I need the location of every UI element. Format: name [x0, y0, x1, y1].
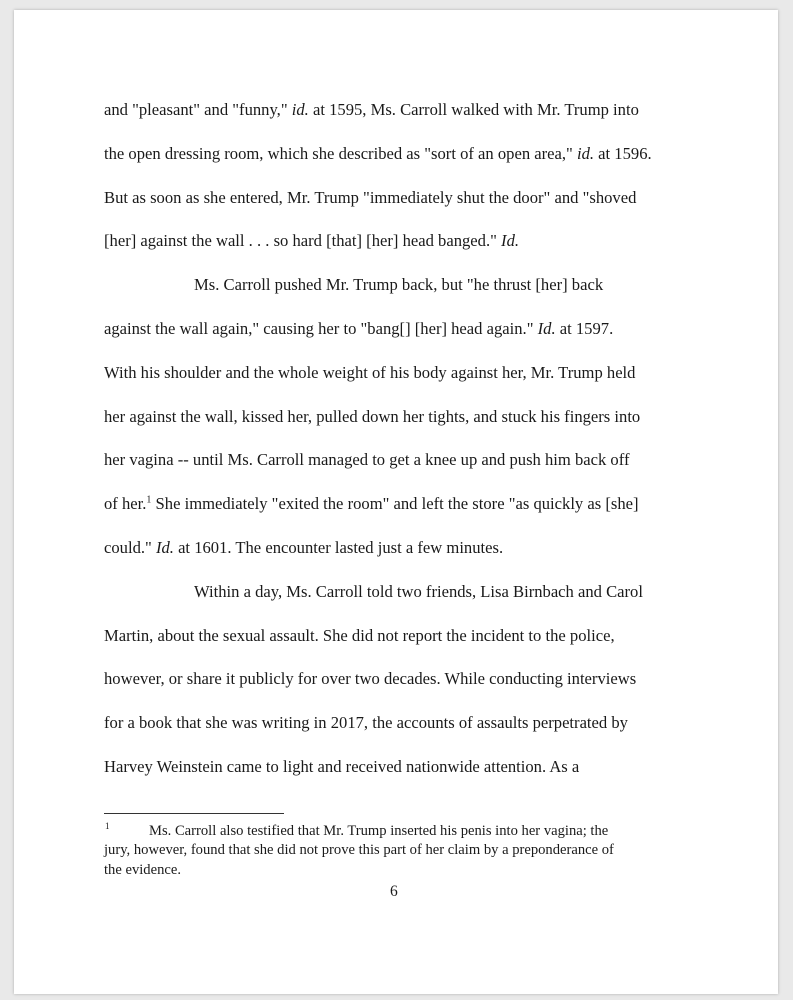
citation-text: Id.: [501, 231, 520, 251]
body-line: [104, 538, 503, 558]
body-line: [104, 319, 613, 339]
text-run: her vagina -- until Ms. Carroll managed to get a knee up and push him back off: [104, 450, 630, 470]
text-run: could.": [104, 538, 156, 557]
text-run: She immediately "exited the room" and left the store "as quickly as [she]: [151, 494, 639, 514]
body-line: [104, 494, 639, 514]
footnote-divider: [104, 813, 284, 814]
text-run: With his shoulder and the whole weight of his body against her, Mr. Trump held: [104, 362, 636, 382]
page-number: 6: [390, 883, 398, 900]
citation-text: id.: [576, 143, 595, 163]
body-line: [104, 100, 639, 120]
paragraph-start-line: [194, 275, 603, 295]
text-run: Harvey Weinstein came to light and received nationwide attention. As a: [104, 757, 580, 776]
footnote-line: Ms. Carroll also testified that Mr. Trump inserted his penis into her vagina; the: [149, 823, 609, 839]
footnote-reference: 1: [146, 494, 152, 506]
body-line: [104, 713, 628, 733]
body-line: [104, 626, 615, 646]
body-line: [104, 231, 519, 251]
citation-text: id.: [291, 100, 309, 119]
citation-text: Id.: [537, 319, 556, 338]
text-run: Ms. Carroll pushed Mr. Trump back, but "he thrust [her] back: [194, 275, 604, 295]
footnote-line: the evidence.: [104, 862, 181, 878]
text-run: at 1596.: [594, 143, 652, 163]
body-line: [104, 757, 579, 777]
text-run: Martin, about the sexual assault. She did not report the incident to the police,: [104, 625, 615, 645]
document-page: [14, 10, 778, 994]
text-run: at 1595, Ms. Carroll walked with Mr. Trump into: [308, 100, 639, 119]
text-run: against the wall again," causing her to "bang[] [her] head again.": [104, 319, 538, 338]
body-line: [104, 407, 640, 427]
body-line: [104, 363, 635, 383]
text-run: But as soon as she entered, Mr. Trump "immediately shut the door" and "shoved: [104, 187, 637, 207]
text-run: [her] against the wall . . . so hard [that] [her] head banged.": [104, 231, 502, 251]
text-run: for a book that she was writing in 2017, the accounts of assaults perpetrated by: [104, 713, 628, 733]
text-run: of her.: [104, 494, 147, 514]
text-run: the open dressing room, which she described as "sort of an open area,": [104, 143, 577, 163]
footnote-line: jury, however, found that she did not prove this part of her claim by a preponderance of: [104, 842, 614, 858]
body-line: [104, 450, 629, 470]
text-run: her against the wall, kissed her, pulled down her tights, and stuck his fingers into: [104, 406, 641, 426]
paragraph-start-line: [194, 582, 643, 602]
text-run: and "pleasant" and "funny,": [104, 100, 292, 119]
text-run: however, or share it publicly for over two decades. While conducting interviews: [104, 669, 637, 689]
text-run: at 1601. The encounter lasted just a few minutes.: [173, 538, 504, 557]
citation-text: Id.: [155, 538, 174, 557]
footnote-marker: 1: [105, 821, 110, 831]
text-run: Within a day, Ms. Carroll told two friends, Lisa Birnbach and Carol: [194, 581, 643, 601]
body-line: [104, 144, 652, 164]
body-line: [104, 188, 636, 208]
text-run: at 1597.: [555, 319, 614, 338]
body-line: [104, 669, 636, 689]
